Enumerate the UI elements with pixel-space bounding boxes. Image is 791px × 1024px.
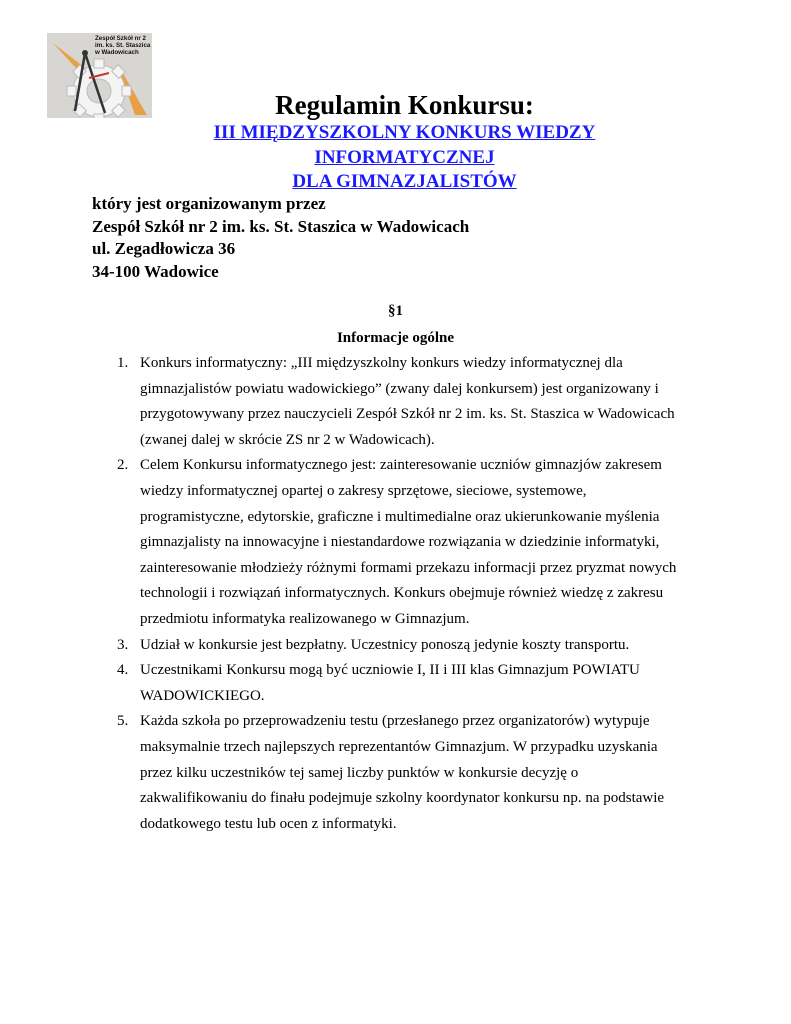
item-line: Celem Konkursu informatycznego jest: zainteresowanie uczniów gimnazjów zakresem	[140, 457, 662, 474]
item-line: zainteresowanie młodzieży różnymi formami przekazu informacji przez pryzmat nowych	[140, 559, 677, 576]
section-number: §1	[388, 303, 403, 319]
item-line: wiedzy informatycznej opartej o zakresy sprzętowe, sieciowe, systemowe,	[140, 482, 587, 499]
organizer-line: ul. Zegadłowicza 36	[92, 239, 236, 258]
item-line: przedmiotu informatyka realizowanego w Gimnazjum.	[140, 610, 470, 627]
item-line: maksymalnie trzech najlepszych reprezentantów Gimnazjum. W przypadku uzyskania	[140, 738, 658, 755]
list-item	[112, 709, 712, 837]
rules-list	[112, 351, 712, 837]
list-item	[112, 633, 712, 659]
section-heading: Informacje ogólne	[336, 330, 455, 346]
list-item	[112, 351, 712, 453]
item-number: 1.	[117, 355, 129, 371]
subtitle-line-3: DLA GIMNAZJALISTÓW	[292, 171, 517, 192]
item-line: technologii i rozwiązań informatycznych. Konkurs obejmuje również wiedzę z zakresu	[140, 585, 664, 602]
item-number: 5.	[117, 713, 129, 730]
logo-line: im. ks. St. Staszica	[95, 42, 151, 50]
organizer-line: który jest organizowanym przez	[92, 194, 326, 213]
item-line: programistyczne, edytorskie, graficzne i multimedialne oraz ukierunkowanie myślenia	[140, 508, 660, 525]
item-line: Konkurs informatyczny: „III międzyszkolny konkurs wiedzy informatycznej dla	[140, 355, 623, 371]
item-line: Uczestnikami Konkursu mogą być uczniowie I, II i III klas Gimnazjum POWIATU	[140, 662, 640, 679]
organizer-block	[92, 193, 469, 283]
logo-line: Zespół Szkół nr 2	[95, 35, 146, 42]
item-line: WADOWICKIEGO.	[140, 687, 265, 704]
subtitle-line-1: III MIĘDZYSZKOLNY KONKURS WIEDZY	[213, 122, 596, 143]
logo-line: w Wadowicach	[95, 49, 139, 57]
item-line: przez kilku uczestników tej samej liczby punktów w konkursie decyzję o	[140, 764, 579, 781]
item-line: Każda szkoła po przeprowadzeniu testu (przesłanego przez organizatorów) wytypuje	[140, 713, 650, 730]
item-line: zakwalifikowaniu do finału podejmuje szkolny koordynator konkursu np. na podstawie	[140, 790, 665, 807]
item-line: gimnazjalisty na innowacyjne i niestandardowe rozwiązania w dziedzinie informatyki,	[140, 534, 660, 551]
list-item	[112, 658, 712, 709]
item-line: dodatkowego testu lub ocen z informatyki.	[140, 815, 397, 832]
subtitle-line-2: INFORMATYCZNEJ	[314, 147, 495, 168]
item-number: 2.	[117, 457, 129, 474]
item-number: 3.	[117, 636, 129, 653]
list-item	[112, 453, 712, 632]
logo-caption	[95, 35, 151, 57]
item-line: Udział w konkursie jest bezpłatny. Uczestnicy ponoszą jedynie koszty transportu.	[140, 636, 630, 653]
page-title: Regulamin Konkursu:	[275, 90, 534, 120]
item-number: 4.	[117, 662, 129, 679]
item-line: przygotowywany przez nauczycieli Zespół Szkół nr 2 im. ks. St. Staszica w Wadowicach	[140, 406, 675, 423]
organizer-line: Zespół Szkół nr 2 im. ks. St. Staszica w Wadowicach	[92, 216, 470, 236]
organizer-line: 34-100 Wadowice	[92, 261, 219, 281]
item-line: gimnazjalistów powiatu wadowickiego” (zwany dalej konkursem) jest organizowany i	[140, 380, 659, 397]
item-line: (zwanej dalej w skrócie ZS nr 2 w Wadowicach).	[140, 431, 435, 448]
